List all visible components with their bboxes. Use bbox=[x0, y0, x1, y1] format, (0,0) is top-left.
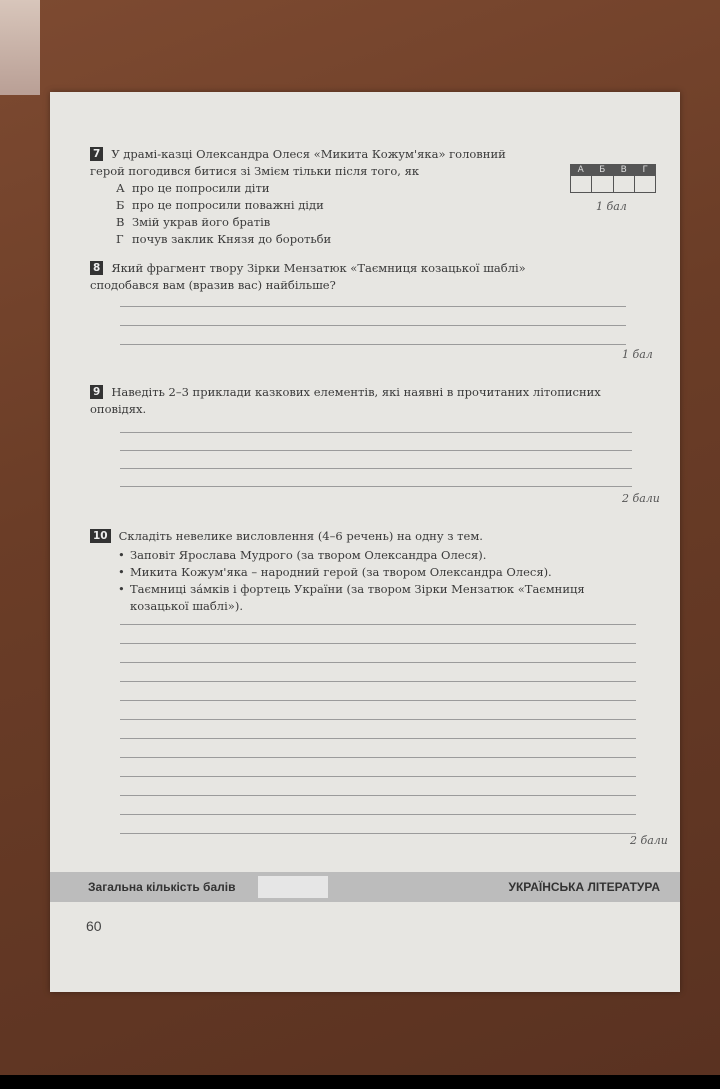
answer-cell[interactable] bbox=[614, 176, 635, 192]
option-text: про це попросили діти bbox=[132, 181, 270, 195]
grid-letter: Б bbox=[599, 165, 606, 175]
task-10-topics bbox=[116, 547, 630, 615]
topic-item: • Таємниці зáмків і фортець України (за твором Зірки Мензатюк «Таємниця козацької шаблі»). bbox=[116, 581, 630, 615]
answer-line[interactable] bbox=[120, 468, 632, 469]
answer-line[interactable] bbox=[120, 662, 636, 663]
task-9-number: 9 bbox=[90, 385, 103, 399]
task-7-number: 7 bbox=[90, 147, 103, 161]
screen-bottom-bar bbox=[0, 1075, 720, 1089]
answer-line[interactable] bbox=[120, 681, 636, 682]
answer-line[interactable] bbox=[120, 776, 636, 777]
answer-cell[interactable] bbox=[571, 176, 592, 192]
answer-line[interactable] bbox=[120, 643, 636, 644]
task-8-number: 8 bbox=[90, 261, 103, 275]
task-10 bbox=[90, 528, 630, 615]
answer-grid bbox=[570, 164, 656, 193]
task-7-question-block bbox=[90, 146, 530, 180]
answer-cell[interactable] bbox=[635, 176, 655, 192]
answer-line[interactable] bbox=[120, 719, 636, 720]
answer-line[interactable] bbox=[120, 814, 636, 815]
option-item bbox=[116, 214, 660, 231]
option-letter: Г bbox=[116, 232, 124, 246]
answer-grid-header bbox=[570, 164, 656, 176]
grid-letter: А bbox=[577, 165, 584, 175]
task-10-question: Складіть невелике висловлення (4–6 речень) на одну з тем. bbox=[118, 529, 483, 543]
option-text: про це попросили поважні діди bbox=[132, 198, 324, 212]
option-letter: А bbox=[116, 181, 125, 195]
answer-line[interactable] bbox=[120, 306, 626, 307]
answer-line[interactable] bbox=[120, 450, 632, 451]
worksheet-page bbox=[50, 92, 680, 992]
answer-grid-cells[interactable] bbox=[570, 176, 656, 193]
answer-line[interactable] bbox=[120, 795, 636, 796]
option-item bbox=[116, 197, 660, 214]
answer-line[interactable] bbox=[120, 700, 636, 701]
answer-line[interactable] bbox=[120, 325, 626, 326]
grid-letter: Г bbox=[642, 165, 648, 175]
page-number: 60 bbox=[86, 918, 102, 934]
task-8-question: Який фрагмент твору Зірки Мензатюк «Таємниця козацької шаблі» сподобався вам (вразив вас) найбільше? bbox=[90, 261, 526, 292]
task-9 bbox=[90, 384, 630, 418]
task-8 bbox=[90, 260, 550, 294]
task-7-question: У драмі-казці Олександра Олеся «Микита Кожум'яка» головний герой погодився битися зі Змієм тільки після того, як bbox=[90, 147, 506, 178]
answer-line[interactable] bbox=[120, 738, 636, 739]
option-item bbox=[116, 231, 660, 248]
topic-item: • Микита Кожум'яка – народний герой (за твором Олександра Олеся). bbox=[116, 564, 630, 581]
option-letter: Б bbox=[116, 198, 125, 212]
option-text: Змій украв його братів bbox=[132, 215, 271, 229]
task-9-question: Наведіть 2–3 приклади казкових елементів, які наявні в прочитаних літописних оповідях. bbox=[90, 385, 601, 416]
task-10-points: 2 бали bbox=[630, 834, 668, 847]
answer-line[interactable] bbox=[120, 344, 626, 345]
grid-letter: В bbox=[620, 165, 627, 175]
footer-bar bbox=[50, 872, 680, 902]
answer-line[interactable] bbox=[120, 432, 632, 433]
task-7 bbox=[90, 146, 660, 248]
topic-item: • Заповіт Ярослава Мудрого (за твором Олександра Олеся). bbox=[116, 547, 630, 564]
answer-line[interactable] bbox=[120, 833, 636, 834]
answer-line[interactable] bbox=[120, 624, 636, 625]
subject-label: УКРАЇНСЬКА ЛІТЕРАТУРА bbox=[508, 880, 660, 894]
option-text: почув заклик Князя до боротьби bbox=[132, 232, 332, 246]
cloth-corner bbox=[0, 0, 40, 95]
answer-line[interactable] bbox=[120, 757, 636, 758]
answer-line[interactable] bbox=[120, 486, 632, 487]
task-9-points: 2 бали bbox=[622, 492, 660, 505]
task-8-points: 1 бал bbox=[622, 348, 653, 361]
total-score-label: Загальна кількість балів bbox=[88, 880, 236, 894]
task-7-points: 1 бал bbox=[596, 200, 627, 213]
task-10-number: 10 bbox=[90, 529, 111, 543]
answer-cell[interactable] bbox=[592, 176, 613, 192]
option-letter: В bbox=[116, 215, 125, 229]
total-score-box[interactable] bbox=[258, 876, 328, 898]
